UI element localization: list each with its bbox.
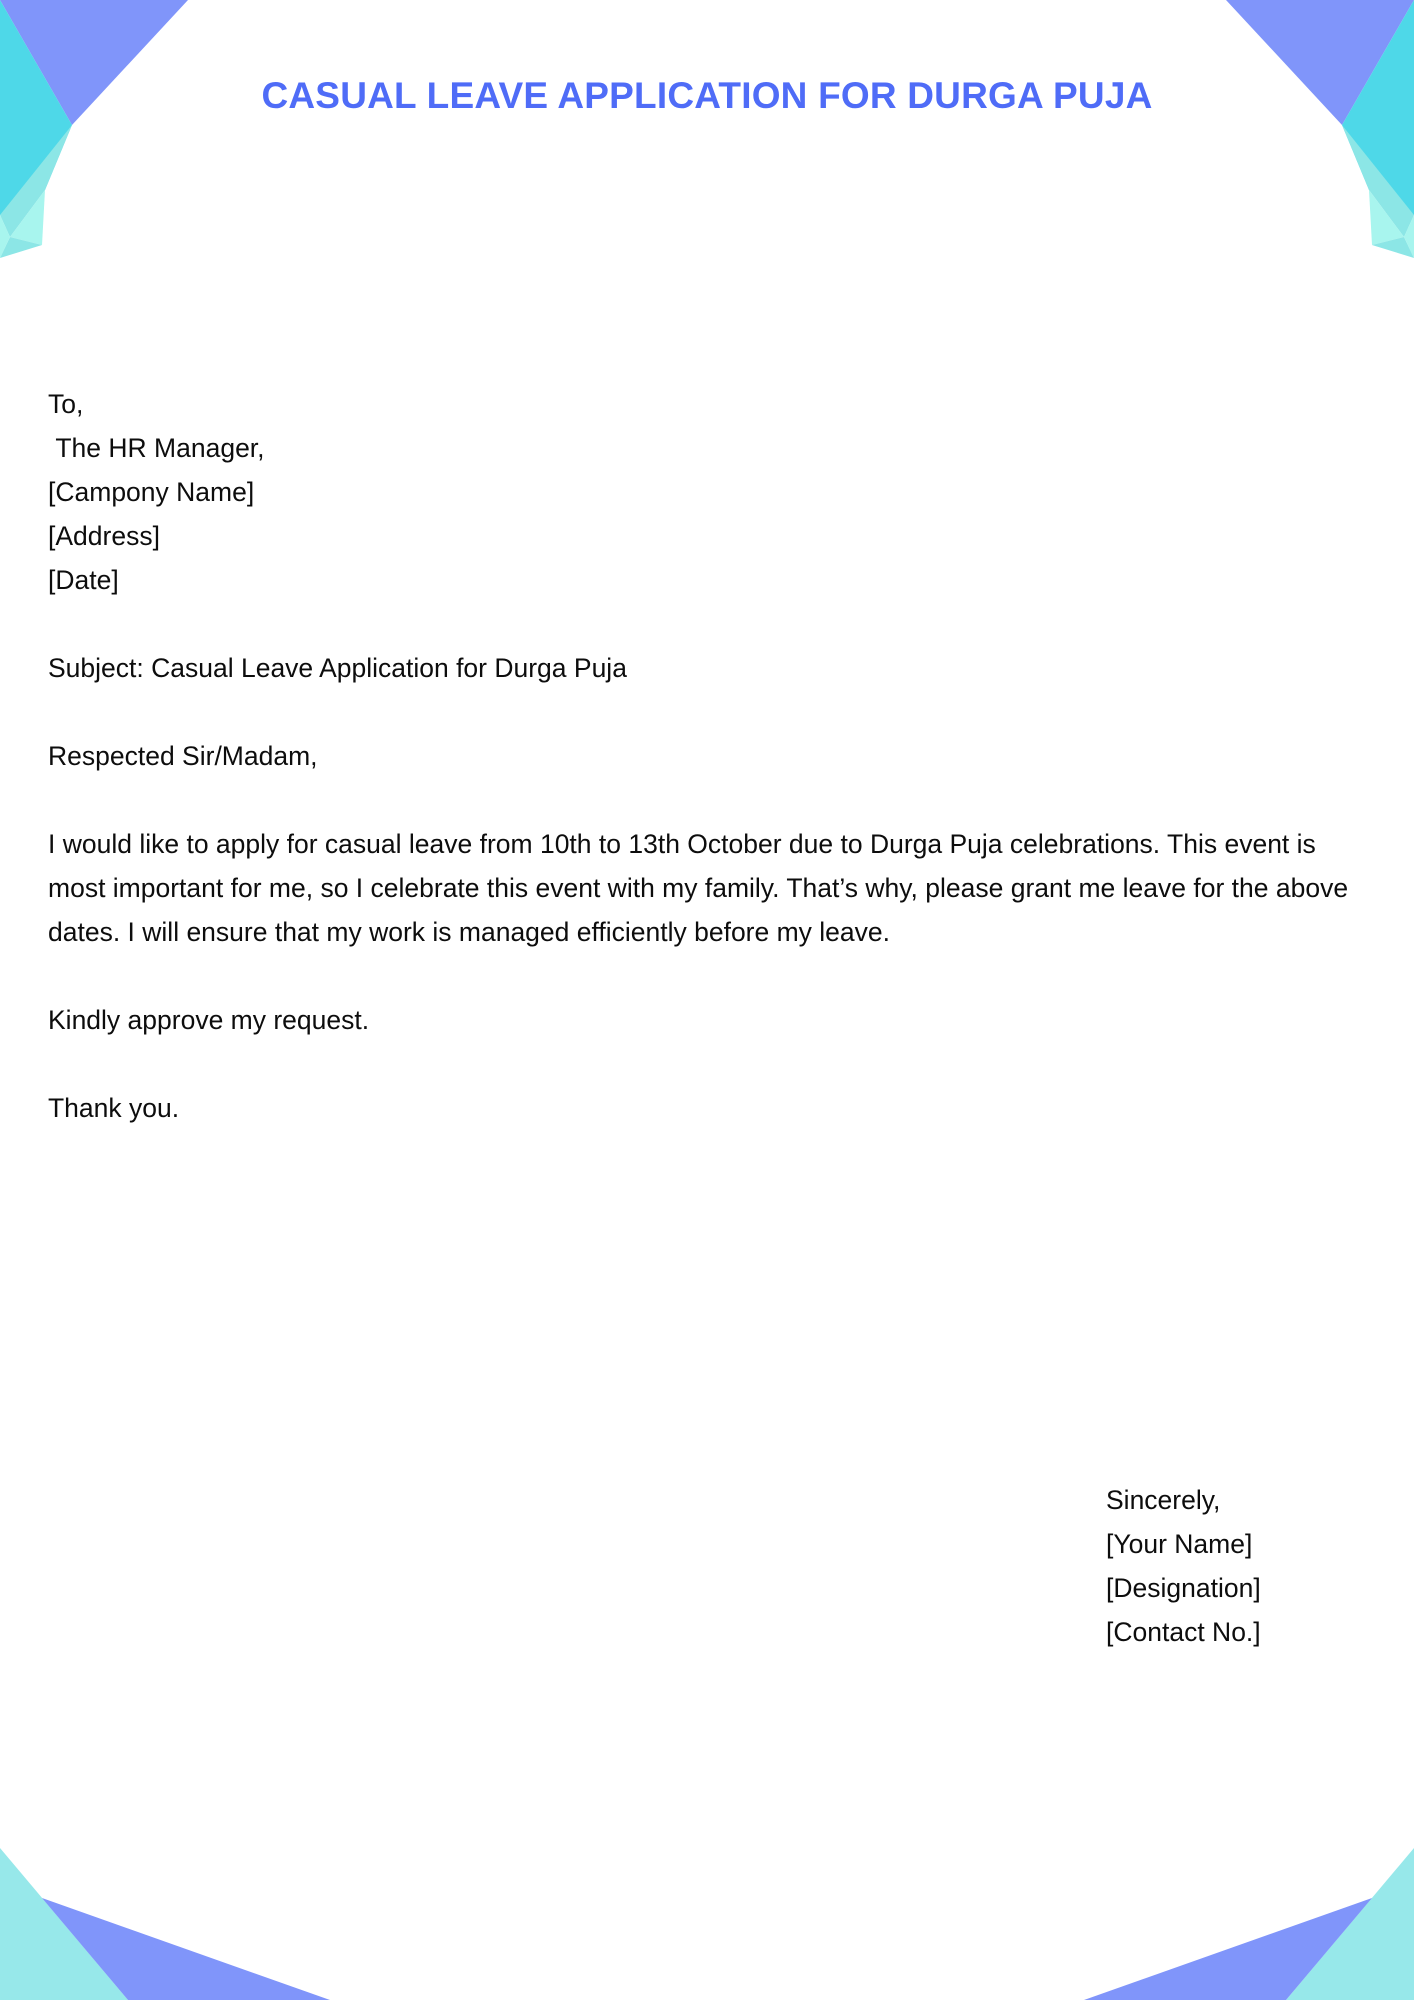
recipient-line-company-name: [Campony Name] (48, 477, 255, 507)
recipient-line-hr-manager: The HR Manager, (48, 433, 265, 463)
page-title: CASUAL LEAVE APPLICATION FOR DURGA PUJA (261, 75, 1153, 116)
body-paragraph-2: Kindly approve my request. (48, 1005, 370, 1035)
signature-block (1106, 1478, 1261, 1654)
letter-body (48, 382, 1366, 1130)
signature-designation: [Designation] (1106, 1573, 1261, 1603)
corner-decoration-bottom-right (1084, 1780, 1414, 2000)
recipient-line-address: [Address] (48, 521, 160, 551)
corner-decoration-bottom-left (0, 1780, 330, 2000)
salutation-line: Respected Sir/Madam, (48, 741, 318, 771)
spacer-after-paragraph-1 (48, 954, 1366, 998)
signature-closing: Sincerely, (1106, 1485, 1221, 1515)
subject-line: Subject: Casual Leave Application for Durga Puja (48, 653, 627, 683)
recipient-block (48, 382, 1366, 602)
recipient-line-to: To, (48, 389, 84, 419)
body-paragraph-1: I would like to apply for casual leave from 10th to 13th October due to Durga Puja celebrations. This event is most important for me, so I celebrate this event with my family. That’s why, please grant me leave for the above dates. I will ensure that my work is managed efficiently before my leave. (48, 829, 1349, 947)
recipient-line-date: [Date] (48, 565, 119, 595)
body-paragraph-3: Thank you. (48, 1093, 180, 1123)
spacer-after-subject (48, 690, 1366, 734)
corner-decoration-top-left (0, 0, 230, 260)
corner-decoration-top-right (1184, 0, 1414, 260)
spacer-after-recipient (48, 602, 1366, 646)
spacer-after-salutation (48, 778, 1366, 822)
signature-name: [Your Name] (1106, 1529, 1253, 1559)
signature-contact: [Contact No.] (1106, 1617, 1261, 1647)
spacer-after-paragraph-2 (48, 1042, 1366, 1086)
